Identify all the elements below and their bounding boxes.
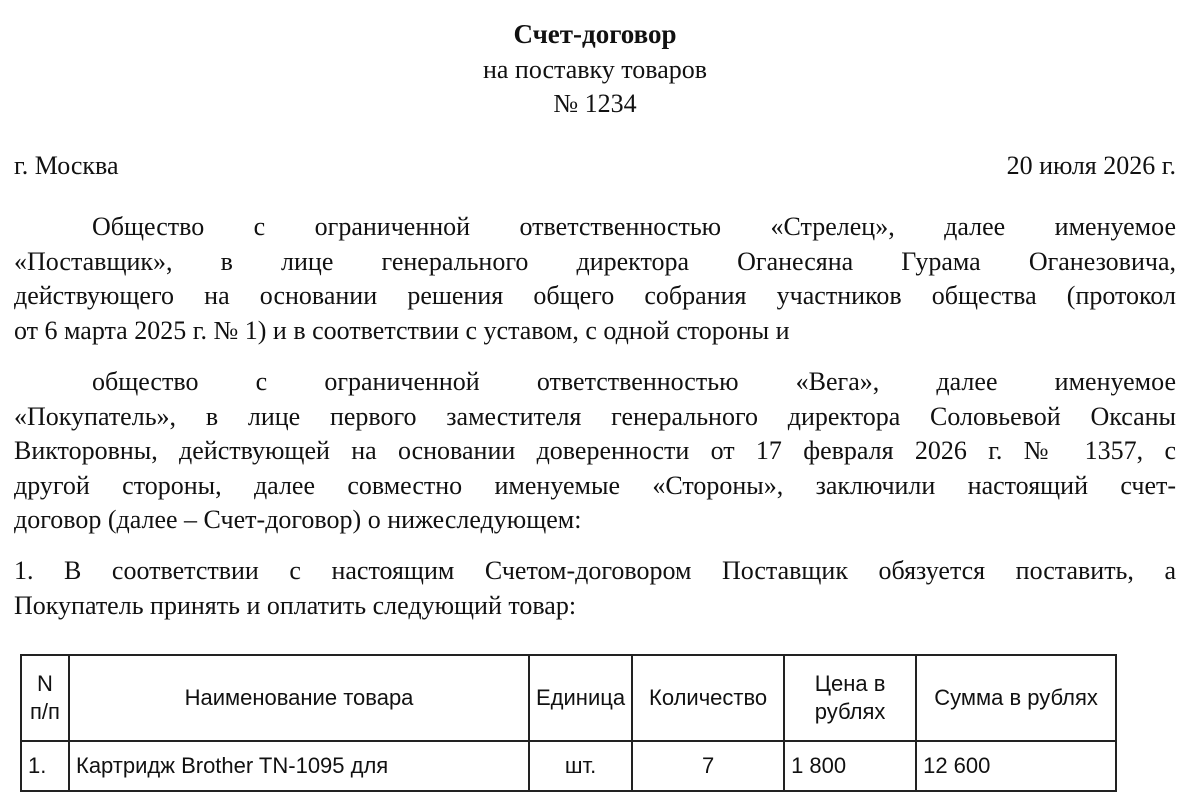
header-unit: Единица	[529, 655, 632, 741]
cell-qty: 7	[632, 741, 784, 791]
table-header-row	[21, 655, 1116, 741]
document-title: Счет-договор	[513, 19, 677, 49]
cell-num: 1.	[21, 741, 69, 791]
header-sum: Сумма в рублях	[916, 655, 1116, 741]
document-number: № 1234	[553, 89, 637, 118]
paragraph-line: «Поставщик», в лице генерального директора Оганесяна Гурама Оганезовича,	[14, 246, 1176, 276]
paragraph-line: Покупатель принять и оплатить следующий товар:	[14, 590, 577, 620]
header-name: Наименование товара	[69, 655, 529, 741]
paragraph-supplier	[14, 210, 1176, 348]
header-price: Цена в рублях	[784, 655, 916, 741]
document-subtitle: на поставку товаров	[482, 55, 708, 84]
paragraph-line: от 6 марта 2025 г. № 1) и в соответствии с уставом, с одной стороны и	[14, 315, 790, 345]
paragraph-line: 1. В соответствии с настоящим Счетом-договором Поставщик обязуется поставить, а	[14, 556, 1176, 585]
paragraph-line: договор (далее – Счет-договор) о нижеследующем:	[14, 505, 582, 534]
cell-unit: шт.	[529, 741, 632, 791]
paragraph-clause-1	[14, 554, 1176, 623]
paragraph-line: другой стороны, далее совместно именуемые «Стороны», заключили настоящий счет-	[14, 470, 1176, 500]
place-date-line	[14, 149, 1176, 183]
paragraph-buyer	[14, 365, 1176, 538]
city: г. Москва	[14, 151, 119, 180]
header-qty: Количество	[632, 655, 784, 741]
paragraph-line: общество с ограниченной ответственностью «Вега», далее именуемое	[92, 367, 1176, 396]
goods-table	[20, 654, 1117, 792]
paragraph-line: «Покупатель», в лице первого заместителя генерального директора Соловьевой Оксаны	[14, 401, 1176, 431]
header-num: N п/п	[21, 655, 69, 741]
paragraph-line: действующего на основании решения общего собрания участников общества (протокол	[14, 281, 1176, 310]
cell-sum: 12 600	[916, 741, 1116, 791]
cell-name: Картридж Brother TN-1095 для	[69, 741, 529, 791]
paragraph-line: Общество с ограниченной ответственностью «Стрелец», далее именуемое	[92, 212, 1176, 241]
cell-price: 1 800	[784, 741, 916, 791]
paragraph-line: Викторовны, действующей на основании доверенности от 17 февраля 2026 г. № 1357, с	[14, 436, 1176, 465]
date: 20 июля 2026 г.	[1006, 151, 1176, 180]
